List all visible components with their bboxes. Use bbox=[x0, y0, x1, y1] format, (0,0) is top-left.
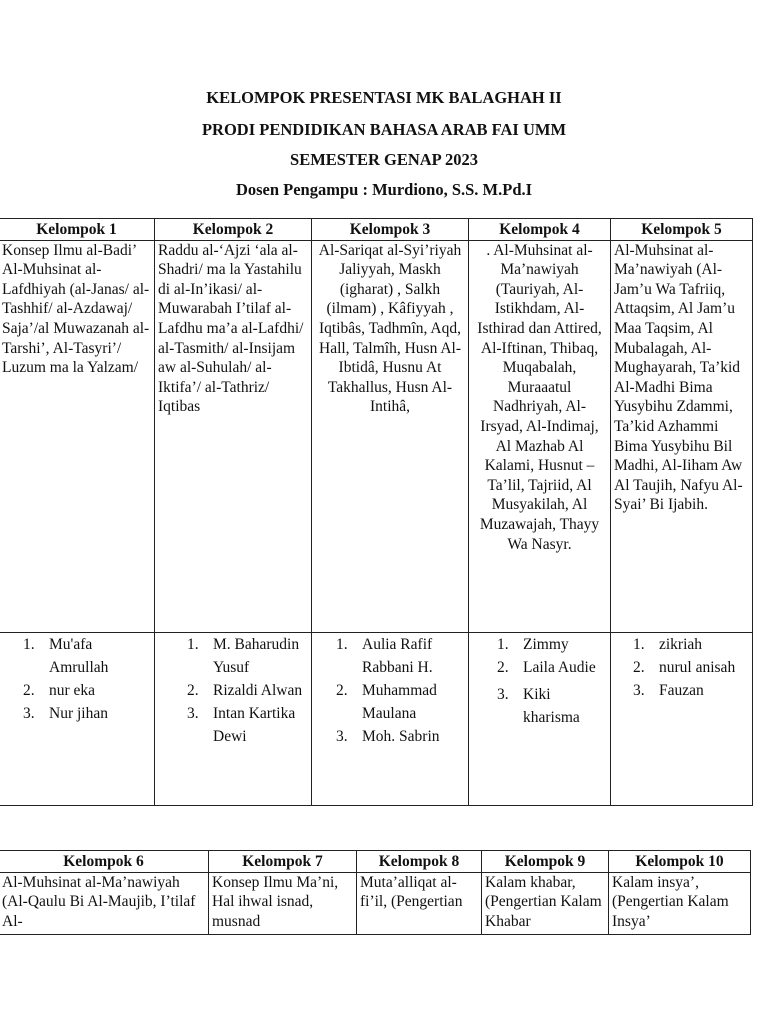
member-list-item: 3. Kiki kharisma bbox=[497, 685, 580, 726]
group-6-header: Kelompok 6 bbox=[0, 851, 209, 873]
group-7-header: Kelompok 7 bbox=[209, 851, 357, 873]
lecturer-title: Dosen Pengampu : Murdiono, S.S. M.Pd.I bbox=[235, 180, 533, 199]
member-list-item: 3. Intan Kartika Dewi bbox=[187, 704, 296, 745]
group-3-header: Kelompok 3 bbox=[312, 219, 469, 241]
group-8-topic: Muta’alliqat al-fi’il, (Pengertian bbox=[357, 872, 482, 934]
group-5-topic: Al-Muhsinat al-Ma’nawiyah (Al-Jam’u Wa Tafriiq, Attaqsim, Al Jam’u Maa Taqsim, Al Mubalagah, Al-Mughayarah, Ta’kid Al-Madhi Bima Yusybihu Zdammi, Ta’kid Azhammi Bima Yusybihu Bil Madhi, Al-Iiham Aw Al Taujih, Nafyu Al-Syai’ Bi Ijabih. bbox=[611, 240, 753, 632]
group-9-topic: Kalam khabar, (Pengertian Kalam Khabar bbox=[482, 872, 609, 934]
group-10-header: Kelompok 10 bbox=[609, 851, 751, 873]
member-list-item: 1. Mu'afa Amrullah bbox=[23, 635, 109, 676]
table-header-row bbox=[0, 219, 753, 241]
member-list-item: 2. Muhammad Maulana bbox=[336, 681, 437, 722]
member-list-item: 3. Nur jihan bbox=[23, 704, 108, 722]
group-10-topic: Kalam insya’, (Pengertian Kalam Insya’ bbox=[609, 872, 751, 934]
group-3-topic: Al-Sariqat al-Syi’riyah Jaliyyah, Maskh (igharat) , Salkh (ilmam) , Kâfiyyah , Iqtibâs, Tadhmîn, Aqd, Hall, Talmîh, Husn Al-Ibtidâ, Husnu At Takhallus, Husn Al-Intihâ, bbox=[312, 240, 469, 632]
group-9-header: Kelompok 9 bbox=[482, 851, 609, 873]
group-5-members bbox=[611, 632, 753, 805]
group-1-header: Kelompok 1 bbox=[0, 219, 155, 241]
topics-row bbox=[0, 872, 751, 934]
member-list-item: 1. Zimmy bbox=[497, 635, 569, 653]
group-7-topic: Konsep Ilmu Ma’ni, Hal ihwal isnad, musnad bbox=[209, 872, 357, 934]
groups-table-1 bbox=[0, 218, 753, 806]
member-list-item: 1. M. Baharudin Yusuf bbox=[187, 635, 300, 676]
group-4-members bbox=[469, 632, 611, 805]
semester-title: SEMESTER GENAP 2023 bbox=[290, 150, 478, 169]
group-8-header: Kelompok 8 bbox=[357, 851, 482, 873]
group-4-header: Kelompok 4 bbox=[469, 219, 611, 241]
program-title: PRODI PENDIDIKAN BAHASA ARAB FAI UMM bbox=[201, 120, 567, 139]
group-4-topic: . Al-Muhsinat al-Ma’nawiyah (Tauriyah, Al-Istikhdam, Al-Isthirad dan Attired, Al-Iftinan, Thibaq, Muqabalah, Muraaatul Nadhriyah, Al-Irsyad, Al-Indimaj, Al Mazhab Al Kalami, Husnut –Ta’lil, Tajriid, Al Musyakilah, Al Muzawajah, Thayy Wa Nasyr. bbox=[469, 240, 611, 632]
table-header-row bbox=[0, 851, 751, 873]
member-list-item: 2. nurul anisah bbox=[633, 658, 736, 676]
member-list-item: 1. Aulia Rafif Rabbani H. bbox=[336, 635, 433, 676]
group-2-topic: Raddu al-‘Ajzi ‘ala al-Shadri/ ma la Yastahilu di al-In’ikasi/ al-Muwarabah I’tilaf al-Lafdhu ma’a al-Lafdhi/ al-Tasmith/ al-Insijam aw al-Suhulah/ al-Iktifa’/ al-Tathriz/ Iqtibas bbox=[155, 240, 312, 632]
topics-row bbox=[0, 240, 753, 632]
group-5-header: Kelompok 5 bbox=[611, 219, 753, 241]
group-2-members bbox=[155, 632, 312, 805]
member-list-item: 2. Rizaldi Alwan bbox=[187, 681, 303, 699]
group-1-topic: Konsep Ilmu al-Badi’ Al-Muhsinat al-Lafdhiyah (al-Janas/ al-Tashhif/ al-Azdawaj/ Saja’/al Muwazanah al-Tarshi’, Al-Tasyri’/ Luzum ma la Yalzam/ bbox=[0, 240, 155, 632]
group-2-header: Kelompok 2 bbox=[155, 219, 312, 241]
member-list-item: 2. nur eka bbox=[23, 681, 96, 699]
group-3-members bbox=[312, 632, 469, 805]
member-list-item: 3. Moh. Sabrin bbox=[336, 727, 440, 745]
groups-table-2 bbox=[0, 850, 751, 935]
member-list-item: 1. zikriah bbox=[633, 635, 703, 653]
member-list-item: 3. Fauzan bbox=[633, 681, 704, 699]
group-6-topic: Al-Muhsinat al-Ma’nawiyah (Al-Qaulu Bi Al-Maujib, I’tilaf Al- bbox=[0, 872, 209, 934]
group-1-members bbox=[0, 632, 155, 805]
members-row bbox=[0, 632, 753, 805]
document-title: KELOMPOK PRESENTASI MK BALAGHAH II bbox=[206, 88, 562, 107]
member-list-item: 2. Laila Audie bbox=[497, 658, 596, 676]
